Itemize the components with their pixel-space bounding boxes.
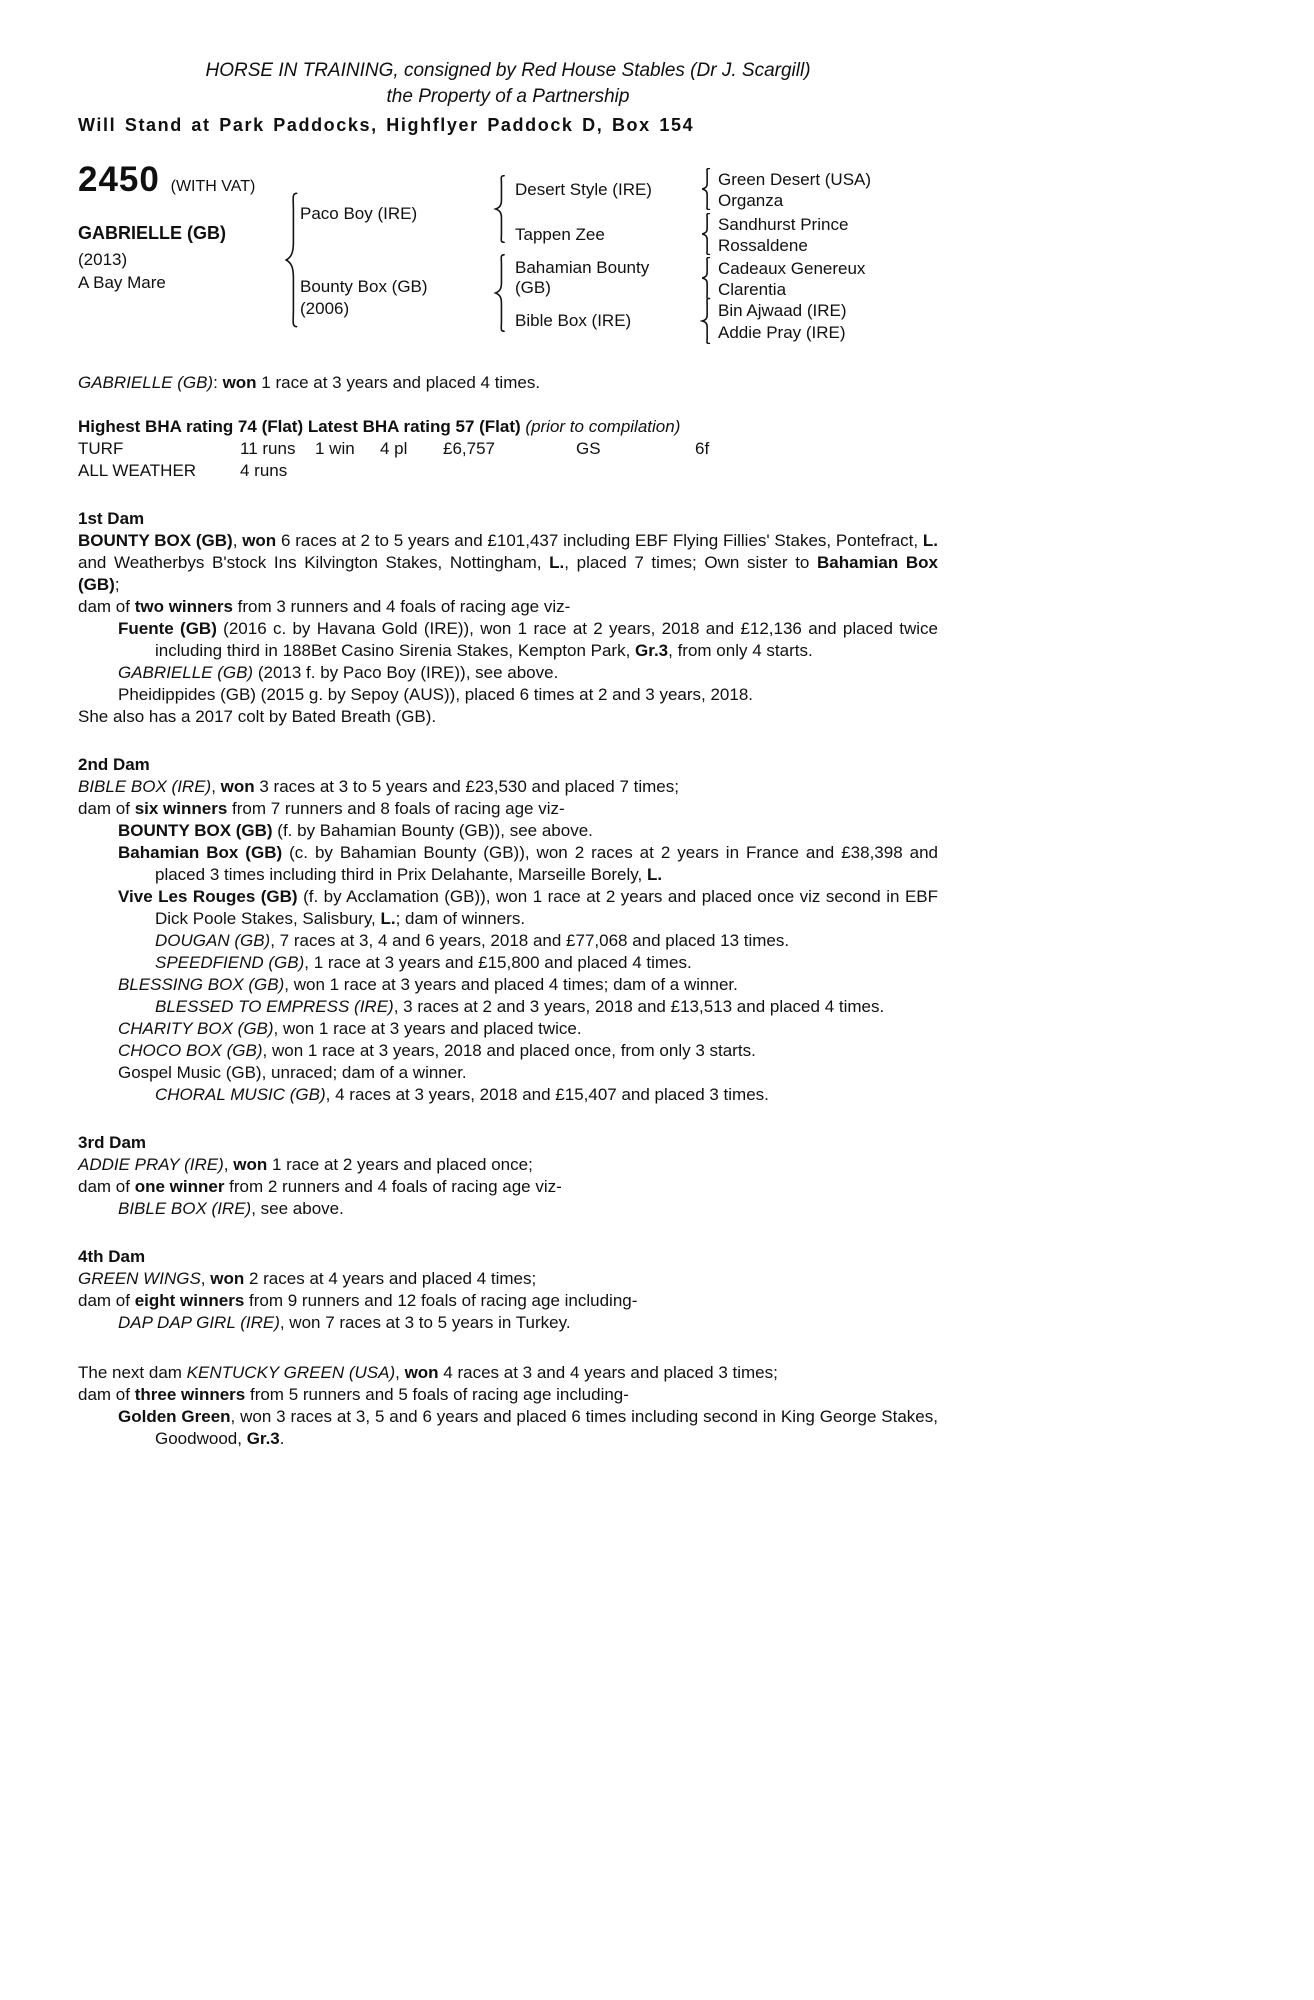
pedigree-brace-icon (493, 254, 506, 332)
sire-sire-name: Desert Style (IRE) (515, 180, 652, 199)
text-segment: , (232, 531, 243, 550)
paragraph (78, 1290, 938, 1312)
text-segment: won (220, 777, 255, 796)
paragraph (78, 416, 938, 438)
race-record-cell: 6f (695, 439, 710, 458)
race-record-cell: £6,757 (443, 439, 495, 458)
paragraph (118, 1406, 938, 1450)
dam-sire-dam-name: Clarentia (718, 280, 787, 299)
text-segment: SPEEDFIEND (GB) (155, 953, 305, 972)
text-segment: Pheidippides (GB) (2015 g. by Sepoy (AUS)), placed 6 times at 2 and 3 years, 2018. (118, 685, 754, 704)
text-segment: , won 1 race at 3 years and placed twice. (273, 1019, 582, 1038)
paragraph (118, 820, 938, 842)
text-segment: , 7 races at 3, 4 and 6 years, 2018 and £77,068 and placed 13 times. (270, 931, 790, 950)
paragraph (118, 1018, 938, 1040)
text-segment: Bahamian Box (GB) (118, 843, 283, 862)
pedigree-brace-icon (493, 175, 506, 243)
paragraph (118, 974, 938, 996)
paragraph (118, 886, 939, 930)
text-segment: Gospel Music (GB), unraced; dam of a winner. (118, 1063, 467, 1082)
text-segment: , from only 4 starts. (668, 641, 813, 660)
text-segment: ; (114, 575, 120, 594)
pedigree-brace-icon (700, 257, 711, 299)
race-record-cell (315, 460, 380, 482)
text-segment: . (279, 1429, 285, 1448)
text-segment: L. (380, 909, 396, 928)
text-segment: BOUNTY BOX (GB) (78, 531, 233, 550)
text-segment: (prior to compilation) (525, 417, 681, 436)
text-segment: ; dam of winners. (395, 909, 526, 928)
text-segment: ADDIE PRAY (IRE) (78, 1155, 224, 1174)
dam-sire-sire-name: Cadeaux Genereux (718, 259, 866, 278)
text-segment: 1 race at 3 years and placed 4 times. (256, 373, 541, 392)
text-segment: (f. by Acclamation (GB)), won 1 race at 2 years and placed once viz second in EBF Dick Poole Stakes, Salisbury, (155, 887, 939, 928)
race-record-cell: 1 win (315, 439, 355, 458)
sire-sire-sire-name: Green Desert (USA) (718, 170, 872, 189)
text-segment: from 5 runners and 5 foals of racing age including- (245, 1385, 629, 1404)
text-segment: won (242, 531, 277, 550)
text-segment: Vive Les Rouges (GB) (118, 887, 298, 906)
text-segment: won (222, 373, 257, 392)
text-segment: dam of (78, 1177, 135, 1196)
text-segment: two winners (134, 597, 233, 616)
vat-note: (WITH VAT) (170, 178, 256, 195)
paragraph (118, 842, 938, 886)
lot-number-line (78, 160, 256, 199)
race-record-cell (380, 460, 443, 482)
dam-year: (2006) (300, 299, 350, 318)
text-segment: , (200, 1269, 211, 1288)
text-segment: dam of (78, 799, 135, 818)
paragraph (155, 996, 938, 1018)
text-segment: The next dam (78, 1363, 187, 1382)
paragraph (78, 530, 938, 596)
text-segment: L. (549, 553, 565, 572)
race-record-cell: 4 runs (240, 461, 288, 480)
text-segment: from 9 runners and 12 foals of racing age including- (244, 1291, 638, 1310)
dam-name: Bounty Box (GB) (300, 277, 428, 296)
paragraph (118, 618, 938, 662)
lot-number: 2450 (78, 160, 160, 199)
race-record-cell: 4 pl (380, 439, 408, 458)
text-segment: , (211, 777, 221, 796)
sire-dam-dam-name: Rossaldene (718, 236, 808, 255)
paragraph (78, 706, 938, 728)
text-segment: Fuente (GB) (118, 619, 217, 638)
text-segment: , (223, 1155, 234, 1174)
paragraph (78, 1268, 938, 1290)
text-segment: 2 races at 4 years and placed 4 times; (244, 1269, 537, 1288)
text-segment: , won 1 race at 3 years and placed 4 times; dam of a winner. (284, 975, 738, 994)
race-record-cell: GS (576, 439, 601, 458)
dam-dam-name: Bible Box (IRE) (515, 311, 632, 330)
text-segment: , placed 7 times; Own sister to (564, 553, 818, 572)
text-segment: , 1 race at 3 years and £15,800 and placed 4 times. (304, 953, 692, 972)
horse-foaled-year: (2013) (78, 250, 128, 269)
sire-name: Paco Boy (IRE) (300, 204, 418, 223)
paragraph (78, 1384, 938, 1406)
text-segment: from 3 runners and 4 foals of racing age viz- (232, 597, 571, 616)
race-record-row (78, 460, 938, 482)
text-segment: , won 7 races at 3 to 5 years in Turkey. (279, 1313, 571, 1332)
text-segment: , (395, 1363, 405, 1382)
text-segment: , won 1 race at 3 years, 2018 and placed once, from only 3 starts. (262, 1041, 756, 1060)
text-segment: CHORAL MUSIC (GB) (155, 1085, 326, 1104)
paragraph (118, 1198, 938, 1220)
pedigree-brace-icon (283, 192, 299, 328)
paragraph (78, 596, 938, 618)
text-segment: , 3 races at 2 and 3 years, 2018 and £13,513 and placed 4 times. (393, 997, 885, 1016)
text-segment: (2013 f. by Paco Boy (IRE)), see above. (253, 663, 559, 682)
pedigree-brace-icon (700, 213, 711, 255)
text-segment: Golden Green (118, 1407, 231, 1426)
paragraph (118, 1062, 938, 1084)
race-record-row (78, 438, 938, 460)
stand-location-line: Will Stand at Park Paddocks, Highflyer Paddock D, Box 154 (78, 115, 695, 135)
sire-sire-dam-name: Organza (718, 191, 784, 210)
content-column (78, 58, 938, 1450)
section-heading: 3rd Dam (78, 1133, 147, 1152)
text-segment: BLESSED TO EMPRESS (IRE) (155, 997, 394, 1016)
text-segment: (2016 c. by Havana Gold (IRE)), won 1 race at 2 years, 2018 and £12,136 and placed twice including third in 188Bet Casino Sirenia Stakes, Kempton Park, (155, 619, 938, 660)
race-record-cell: ALL WEATHER (78, 461, 197, 480)
text-segment: won (210, 1269, 245, 1288)
pedigree-diagram (78, 160, 938, 356)
paragraph (78, 372, 938, 394)
text-segment: L. (922, 531, 939, 550)
text-segment: BIBLE BOX (IRE) (118, 1199, 252, 1218)
text-segment: Highest BHA rating 74 (Flat) Latest BHA rating 57 (Flat) (78, 417, 526, 436)
horse-description: A Bay Mare (78, 273, 166, 292)
horse-name: GABRIELLE (GB) (78, 223, 226, 243)
text-segment: six winners (134, 799, 228, 818)
paragraph (78, 1176, 938, 1198)
text-segment: BLESSING BOX (GB) (118, 975, 285, 994)
text-segment: Gr.3 (635, 641, 669, 660)
paragraph (155, 930, 938, 952)
dam-dam-sire-name: Bin Ajwaad (IRE) (718, 301, 847, 320)
text-segment: won (233, 1155, 268, 1174)
race-record-cell (576, 460, 695, 482)
paragraph (118, 1040, 938, 1062)
text-segment: dam of (78, 1291, 135, 1310)
paragraph (78, 1362, 938, 1384)
text-segment: 6 races at 2 to 5 years and £101,437 including EBF Flying Fillies' Stakes, Pontefract, (276, 531, 923, 550)
race-record-cell (443, 460, 576, 482)
sire-dam-sire-name: Sandhurst Prince (718, 215, 849, 234)
paragraph (155, 1084, 938, 1106)
text-segment: Bahamian Box (GB) (78, 553, 939, 594)
text-segment: L. (646, 865, 663, 884)
paragraph (118, 662, 938, 684)
text-segment: 3 races at 3 to 5 years and £23,530 and placed 7 times; (254, 777, 679, 796)
paragraph (78, 776, 938, 798)
race-record-cell (695, 460, 938, 482)
text-segment: Gr.3 (246, 1429, 280, 1448)
paragraph (118, 684, 938, 706)
text-segment: eight winners (134, 1291, 245, 1310)
text-segment: KENTUCKY GREEN (USA) (186, 1363, 396, 1382)
text-segment: from 7 runners and 8 foals of racing age viz- (227, 799, 565, 818)
text-segment: GABRIELLE (GB) (78, 373, 214, 392)
section-heading: 4th Dam (78, 1247, 146, 1266)
pedigree-brace-icon (700, 298, 711, 344)
paragraph (78, 1154, 938, 1176)
text-segment: , see above. (251, 1199, 344, 1218)
property-line: the Property of a Partnership (386, 86, 630, 107)
sire-dam-name: Tappen Zee (515, 225, 605, 244)
text-segment: 4 races at 3 and 4 years and placed 3 times; (438, 1363, 778, 1382)
paragraph (118, 1312, 938, 1334)
text-segment: 1 race at 2 years and placed once; (267, 1155, 533, 1174)
text-segment: won (404, 1363, 439, 1382)
text-segment: dam of (78, 1385, 135, 1404)
text-segment: CHOCO BOX (GB) (118, 1041, 263, 1060)
text-segment: from 2 runners and 4 foals of racing age viz- (224, 1177, 562, 1196)
text-segment: , 4 races at 3 years, 2018 and £15,407 and placed 3 times. (325, 1085, 769, 1104)
text-segment: DOUGAN (GB) (155, 931, 271, 950)
dam-dam-dam-name: Addie Pray (IRE) (718, 323, 846, 342)
text-segment: (f. by Bahamian Bounty (GB)), see above. (272, 821, 593, 840)
text-segment: and Weatherbys B'stock Ins Kilvington Stakes, Nottingham, (78, 553, 550, 572)
section-heading: 1st Dam (78, 509, 145, 528)
catalogue-body (78, 372, 938, 1450)
text-segment: CHARITY BOX (GB) (118, 1019, 274, 1038)
race-record-cell: 11 runs (240, 439, 296, 458)
text-segment: She also has a 2017 colt by Bated Breath (GB). (78, 707, 437, 726)
paragraph (78, 798, 938, 820)
text-segment: : (213, 373, 223, 392)
dam-sire-name: Bahamian Bounty (GB) (515, 258, 650, 297)
race-record-cell: TURF (78, 439, 124, 458)
text-segment: BIBLE BOX (IRE) (78, 777, 212, 796)
text-segment: GREEN WINGS (78, 1269, 201, 1288)
spacer (78, 1334, 938, 1362)
text-segment: dam of (78, 597, 135, 616)
text-segment: DAP DAP GIRL (IRE) (118, 1313, 280, 1332)
pedigree-brace-icon (700, 168, 711, 210)
text-segment: one winner (134, 1177, 225, 1196)
section-heading: 2nd Dam (78, 755, 150, 774)
paragraph (155, 952, 938, 974)
consignor-line: HORSE IN TRAINING, consigned by Red House Stables (Dr J. Scargill) (205, 60, 811, 81)
text-segment: BOUNTY BOX (GB) (118, 821, 273, 840)
text-segment: (c. by Bahamian Bounty (GB)), won 2 races at 2 years in France and £38,398 and placed 3 times including third in Prix Delahante, Marseille Borely, (155, 843, 938, 884)
text-segment: three winners (134, 1385, 246, 1404)
spacer (78, 394, 938, 416)
text-segment: GABRIELLE (GB) (118, 663, 254, 682)
text-segment: , won 3 races at 3, 5 and 6 years and placed 6 times including second in King George Stakes, Goodwood, (155, 1407, 938, 1448)
